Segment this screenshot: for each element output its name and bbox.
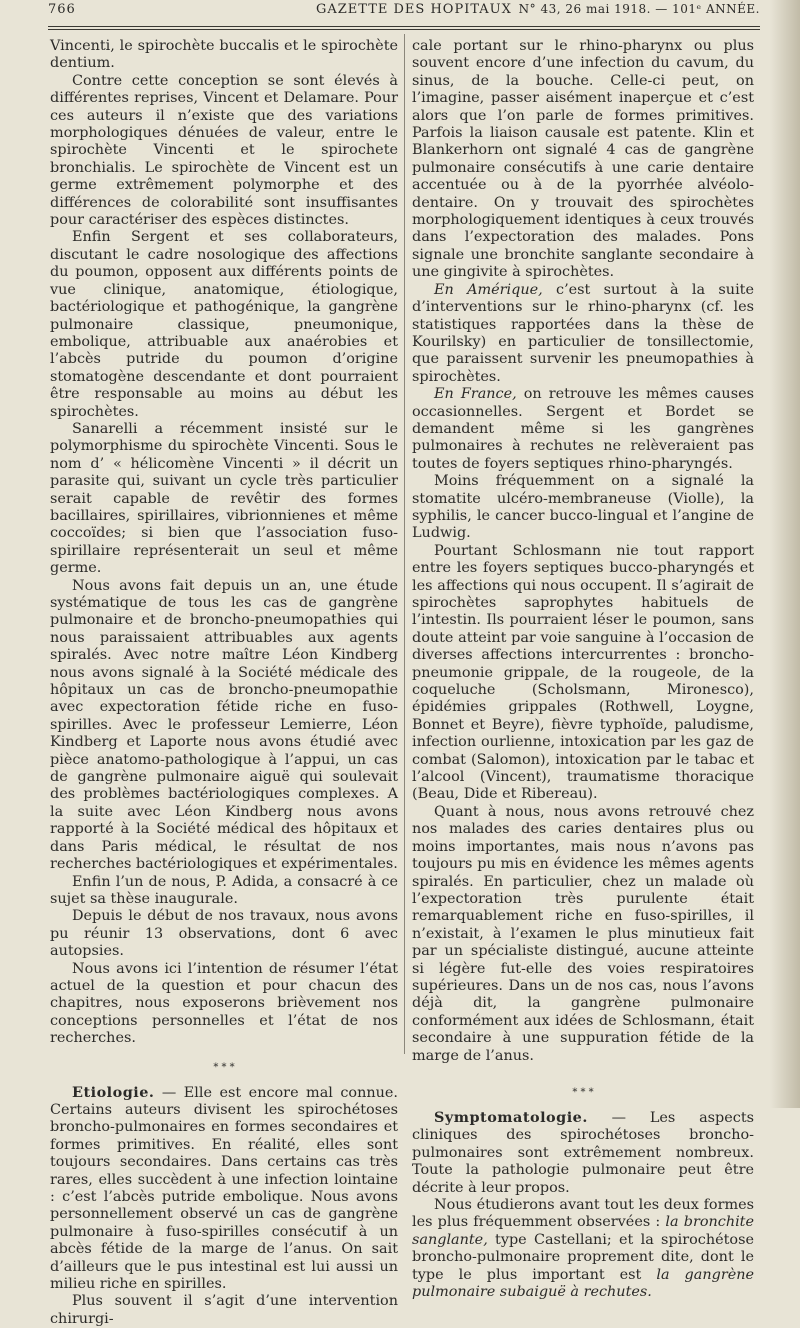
issue-info: N° 43, 26 mai 1918. — 101ᵉ ANNÉE. xyxy=(518,2,760,16)
header-rule xyxy=(48,26,760,27)
paragraph: Moins fréquemment on a signalé la stomatite ulcéro-membraneuse (Violle), la syphilis, le cancer bucco-lingual et l’angine de Ludwig. xyxy=(412,473,754,542)
italic-phrase: En France, xyxy=(434,386,517,403)
section-asterism: * * * xyxy=(572,1086,594,1098)
column-divider xyxy=(404,34,405,1054)
page-number: 766 xyxy=(48,2,76,17)
symptom-paragraph xyxy=(412,1109,754,1197)
paragraph-text: on retrouve les mêmes causes occasionnelles. Sergent et Bordet se demandent même si les gangrènes pulmonaires à rechutes ne relèveraient pas toutes de foyers septiques rhino-pharyngés. xyxy=(412,386,754,472)
paragraph: Nous avons fait depuis un an, une étude systématique de tous les cas de gangrène pulmonaire et de broncho-pneumopathies qui nous paraissaient attribuables aux agents spiralés. Avec notre maître Léon Kindberg nous avons signalé à la Société médicale des hôpitaux un cas de broncho-pneumopathie avec expectoration fétide riche en fuso-spirilles. Avec le professeur Lemierre, Léon Kindberg et Laporte nous avons étudié avec pièce anatomo-pathologique à l’appui, un cas de gangrène pulmonaire aiguë qui soulevait des problèmes bactériologiques complexes. A la suite avec Léon Kindberg nous avons rapporté à la Société médical des hôpitaux et dans Paris médical, le résultat de nos recherches bactériologiques et expérimentales. xyxy=(50,577,398,873)
section-asterism: * * * xyxy=(213,1061,235,1073)
paragraph: cale portant sur le rhino-pharynx ou plus souvent encore d’une infection du cavum, du sinus, de la bouche. Celle-ci peut, on l’imagine, passer aisément inaperçue et c’est alors que l’on parle de formes primitives. Parfois la liaison causale est patente. Klin et Blankerhorn ont signalé 4 cas de gangrène pulmonaire consécutifs à une carie dentaire accentuée ou à de la pyorrhée alvéolo-dentaire. On y trouvait des spirochètes morphologiquement identiques à ceux trouvés dans l’expectoration des malades. Pons signale une bronchite sanglante secondaire à une gingivite à spirochètes. xyxy=(412,38,754,281)
journal-title: GAZETTE DES HOPITAUX xyxy=(316,2,512,17)
section-heading-etiologie: Etiologie. xyxy=(72,1083,155,1101)
page-edge-shadow xyxy=(770,0,800,1108)
paragraph-text: Nous étudierons avant tout les deux formes les plus fréquemment observées : xyxy=(412,1197,754,1231)
paragraph: Vincenti, le spirochète buccalis et le spirochète dentium. xyxy=(50,38,398,72)
paragraph: Plus souvent il s’agit d’une intervention chirurgi- xyxy=(50,1293,398,1327)
header-rule-double xyxy=(48,29,760,30)
paragraph: Contre cette conception se sont élevés à différentes reprises, Vincent et Delamare. Pour ces auteurs il n’existe que des variations morphologiques dénuées de valeur, entre le spirochète Vincenti et le spirochete bronchialis. Le spirochète de Vincent est un germe extrêmement polymorphe et des différences de colorabilité sont insuffisantes pour caractériser des espèces distinctes. xyxy=(50,72,398,229)
etiology-text: — Elle est encore mal connue. Certains auteurs divisent les spirochétoses broncho-pulmonaires en formes secondaires et formes primitives. En réalité, elles sont toujours secondaires. Dans certains cas très rares, elles succèdent à une infection lointaine : c’est l’abcès putride embolique. Nous avons personnellement observé un cas de gangrène pulmonaire à fuso-spirilles consécutif à un abcès fétide de la marge de l’anus. On sait d’ailleurs que le pus intestinal est lui aussi un milieu riche en spirilles. xyxy=(50,1084,398,1293)
italic-phrase: En Amérique, xyxy=(434,281,543,298)
paragraph: Sanarelli a récemment insisté sur le polymorphisme du spirochète Vincenti. Sous le nom d’ « hélicomène Vincenti » il décrit un parasite qui, suivant un cycle très particulier serait capable de revêtir des formes bacillaires, spirillaires, vibrionnienes et même coccoïdes; si bien que l’association fuso-spirillaire représenterait un seul et même germe. xyxy=(50,420,398,577)
paragraph: Enfin Sergent et ses collaborateurs, discutant le cadre nosologique des affections du poumon, opposent aux différents points de vue clinique, anatomique, étiologique, bactériologique et pathogénique, la gangrène pulmonaire classique, pneumonique, embolique, attribuable aux anaérobies et l’abcès putride du poumon d’origine stomatogène descendante et dont pourraient être responsable au moins au début les spirochètes. xyxy=(50,229,398,420)
paragraph: Enfin l’un de nous, P. Adida, a consacré à ce sujet sa thèse inaugurale. xyxy=(50,873,398,907)
paragraph: Depuis le début de nos travaux, nous avons pu réunir 13 observations, dont 6 avec autopsies. xyxy=(50,908,398,960)
etiology-paragraph xyxy=(50,1084,398,1294)
paragraph xyxy=(412,1197,754,1301)
right-column xyxy=(412,38,754,1301)
paragraph xyxy=(412,282,754,386)
paragraph-text: type Castellani; et la spirochétose broncho-pulmonaire proprement dite, dont le type le plus important est xyxy=(412,1231,754,1283)
paragraph xyxy=(412,386,754,473)
paragraph: Quant à nous, nous avons retrouvé chez nos malades des caries dentaires plus ou moins importantes, mais nous n’avons pas toujours pu mis en évidence les mêmes agents spiralés. En particulier, chez un malade où l’expectoration très purulente était remarquablement riche en fuso-spirilles, il n’existait, à l’examen le plus minutieux fait par un spécialiste distingué, aucune atteinte si légère fut-elle des voies respiratoires supérieures. Dans un de nos cas, nous l’avons déjà dit, la gangrène pulmonaire conformément aux idées de Schlosmann, était secondaire à une suppuration fétide de la marge de l’anus. xyxy=(412,803,754,1064)
section-heading-symptomatologie: Symptomatologie. xyxy=(434,1108,588,1126)
paragraph: Pourtant Schlosmann nie tout rapport entre les foyers septiques bucco-pharyngés et les affections qui nous occupent. Il s’agirait de spirochètes saprophytes habituels de l’intestin. Ils pourraient léser le poumon, sans doute atteint par voie sanguine à l’occasion de diverses affections intercurrentes : broncho-pneumonie grippale, de la rougeole, de la coqueluche (Scholsmann, Mironesco), épidémies grippales (Rothwell, Loygne, Bonnet et Beyre), fièvre typhoïde, paludisme, infection ourlienne, intoxication par les gaz de combat (Salomon), intoxication par le tabac et l’alcool (Vincent), traumatisme thoracique (Beau, Dide et Ribereau). xyxy=(412,542,754,803)
paragraph: Nous avons ici l’intention de résumer l’état actuel de la question et pour chacun des chapitres, nous exposerons brièvement nos conceptions personnelles et l’état de nos recherches. xyxy=(50,960,398,1047)
italic-phrase: la gangrène pulmonaire subaiguë à rechutes. xyxy=(412,1266,754,1301)
paragraph-text: c’est surtout à la suite d’interventions sur le rhino-pharynx (cf. les statistiques rapportées dans la thèse de Kourilsky) en particulier de tonsillectomie, que paraissent survenir les pneumopathies à spirochètes. xyxy=(412,281,754,385)
italic-phrase: la bronchite sanglante, xyxy=(412,1214,754,1248)
symptom-text: — Les aspects cliniques des spirochétoses broncho-pulmonaires sont extrêmement nombreux. Toute la pathologie pulmonaire peut être décrite à leur propos. xyxy=(412,1109,754,1196)
left-column xyxy=(50,38,398,1328)
running-header xyxy=(48,0,760,22)
